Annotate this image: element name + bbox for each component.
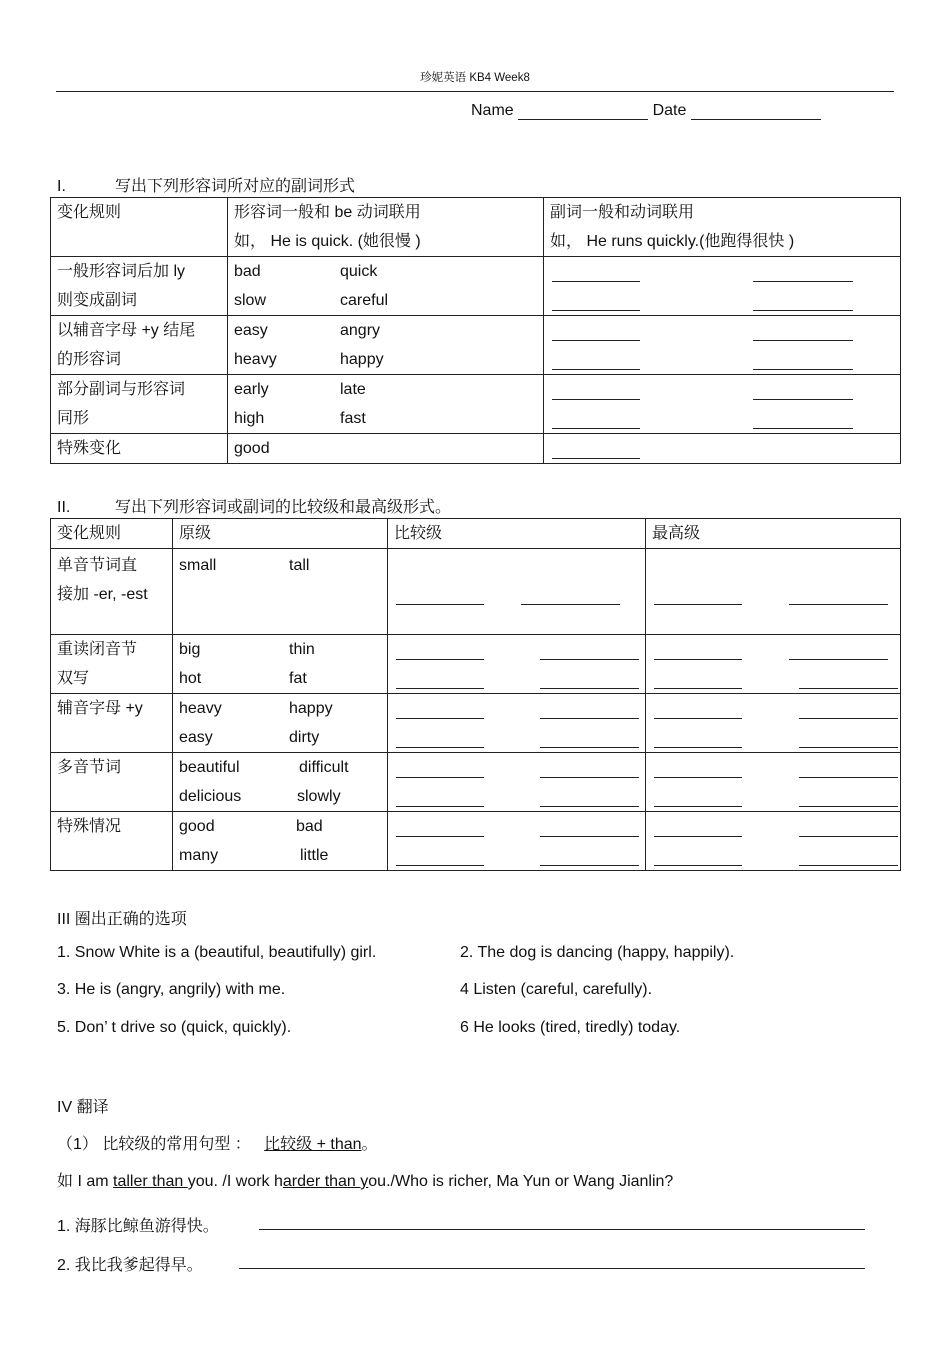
answer-blank[interactable]	[396, 845, 484, 866]
answer-blank[interactable]	[753, 261, 853, 282]
rule-cell	[51, 434, 228, 464]
word: quick	[340, 263, 378, 280]
word: bad	[234, 263, 261, 280]
words-cell	[228, 434, 544, 464]
word: easy	[179, 729, 213, 746]
table-header-row	[51, 198, 901, 257]
section4-title: IV 翻译	[57, 1099, 109, 1116]
rule-cell	[51, 635, 173, 694]
rule-line1: 多音节词	[57, 759, 122, 776]
word: late	[340, 381, 366, 398]
name-blank[interactable]	[518, 103, 648, 120]
rule-line2: 接加 -er, -est	[57, 586, 148, 603]
answer-cell	[544, 434, 901, 464]
example-sentence	[57, 1168, 673, 1191]
table-row	[51, 375, 901, 434]
header-adverb-line1: 副词一般和动词联用	[550, 204, 695, 221]
comparative-cell	[388, 694, 646, 753]
word: good	[234, 440, 270, 457]
answer-blank[interactable]	[396, 757, 484, 778]
header-comparative: 比较级	[388, 519, 646, 549]
rule-cell	[51, 694, 173, 753]
answer-blank[interactable]	[654, 845, 742, 866]
answer-blank[interactable]	[654, 698, 742, 719]
answer-blank[interactable]	[799, 845, 898, 866]
answer-blank[interactable]	[552, 408, 640, 429]
word: little	[300, 847, 329, 864]
header-rule-text: 变化规则	[57, 204, 122, 221]
words-cell	[173, 694, 388, 753]
words-cell	[173, 635, 388, 694]
question-item: 2. The dog is dancing (happy, happily).	[460, 944, 735, 961]
rule-cell	[51, 549, 173, 635]
answer-blank[interactable]	[799, 698, 898, 719]
rule-line2: 则变成副词	[57, 292, 138, 309]
table-header-row	[51, 519, 901, 549]
section1-title: 写出下列形容词所对应的副词形式	[115, 178, 356, 195]
question-item: 6 He looks (tired, tiredly) today.	[460, 1019, 681, 1036]
answer-blank[interactable]	[540, 816, 639, 837]
answer-blank[interactable]	[654, 816, 742, 837]
comparative-cell	[388, 753, 646, 812]
answer-line[interactable]	[259, 1229, 865, 1230]
table-row	[51, 812, 901, 871]
table-row	[51, 753, 901, 812]
section2-number: II.	[57, 499, 71, 516]
word: beautiful	[179, 759, 240, 776]
answer-blank[interactable]	[654, 584, 742, 605]
question-item: 3. He is (angry, angrily) with me.	[57, 981, 286, 998]
rule-cell	[51, 375, 228, 434]
word: thin	[289, 641, 315, 658]
translation-question: 2. 我比我爹起得早。	[57, 1257, 203, 1274]
answer-blank[interactable]	[799, 757, 898, 778]
rule-line2: 双写	[57, 670, 90, 687]
answer-blank[interactable]	[799, 727, 898, 748]
answer-blank[interactable]	[753, 408, 853, 429]
table-row	[51, 434, 901, 464]
rule-line1: 一般形容词后加 ly	[57, 263, 186, 280]
table-row	[51, 694, 901, 753]
word: big	[179, 641, 201, 658]
answer-blank[interactable]	[799, 668, 898, 689]
table-row	[51, 316, 901, 375]
header-adjective	[228, 198, 544, 257]
adverb-table	[50, 197, 901, 464]
answer-cell	[544, 257, 901, 316]
rule-cell	[51, 316, 228, 375]
header-divider	[56, 91, 894, 92]
section2-title: 写出下列形容词或副词的比较级和最高级形式。	[115, 499, 452, 516]
rule-line1: 特殊变化	[57, 440, 122, 457]
table-row	[51, 257, 901, 316]
rule-line1: 重读闭音节	[57, 641, 138, 658]
answer-blank[interactable]	[396, 584, 484, 605]
answer-cell	[544, 316, 901, 375]
word: difficult	[299, 759, 349, 776]
date-label: Date	[652, 102, 687, 119]
answer-blank[interactable]	[521, 584, 620, 605]
word: bad	[296, 818, 323, 835]
answer-blank[interactable]	[552, 438, 640, 459]
answer-blank[interactable]	[396, 668, 484, 689]
answer-blank[interactable]	[753, 349, 853, 370]
answer-blank[interactable]	[654, 639, 742, 660]
answer-blank[interactable]	[789, 639, 888, 660]
words-cell	[228, 316, 544, 375]
answer-blank[interactable]	[540, 668, 639, 689]
question-item: 5. Don’ t drive so (quick, quickly).	[57, 1019, 292, 1036]
rule-line1: 以辅音字母 +y 结尾	[57, 322, 196, 339]
header-adverb-line2: 如， He runs quickly.(他跑得很快 )	[550, 233, 795, 250]
answer-blank[interactable]	[753, 290, 853, 311]
rule-line2: 的形容词	[57, 351, 122, 368]
answer-blank[interactable]	[753, 320, 853, 341]
answer-blank[interactable]	[654, 727, 742, 748]
header-adjective-line1: 形容词一般和 be 动词联用	[234, 204, 421, 221]
rule-line1: 单音节词直	[57, 557, 138, 574]
pattern-line	[57, 1131, 378, 1154]
superlative-cell	[646, 753, 901, 812]
comparative-cell	[388, 812, 646, 871]
comparison-table	[50, 518, 901, 871]
pattern-formula: 比较级 + than	[264, 1136, 362, 1153]
answer-line[interactable]	[239, 1268, 865, 1269]
answer-blank[interactable]	[654, 668, 742, 689]
word: tall	[289, 557, 310, 574]
comparative-cell	[388, 549, 646, 635]
superlative-cell	[646, 549, 901, 635]
words-cell	[173, 753, 388, 812]
word: easy	[234, 322, 268, 339]
answer-blank[interactable]	[540, 757, 639, 778]
word: heavy	[234, 351, 277, 368]
rule-line1: 特殊情况	[57, 818, 122, 835]
answer-blank[interactable]	[753, 379, 853, 400]
word: heavy	[179, 700, 222, 717]
section2-heading	[57, 494, 451, 517]
word: happy	[340, 351, 384, 368]
answer-blank[interactable]	[540, 639, 639, 660]
answer-blank[interactable]	[552, 320, 640, 341]
name-date-line	[471, 102, 821, 120]
question-item: 4 Listen (careful, carefully).	[460, 981, 653, 998]
answer-blank[interactable]	[396, 816, 484, 837]
superlative-cell	[646, 694, 901, 753]
answer-blank[interactable]	[540, 845, 639, 866]
example-text: you. /I work h	[187, 1173, 283, 1190]
header-superlative: 最高级	[646, 519, 901, 549]
example-text: ou./Who is richer, Ma Yun or Wang Jianlin?	[368, 1173, 674, 1190]
header-rule	[51, 198, 228, 257]
word: careful	[340, 292, 389, 309]
answer-blank[interactable]	[552, 261, 640, 282]
word: angry	[340, 322, 381, 339]
rule-cell	[51, 753, 173, 812]
superlative-cell	[646, 635, 901, 694]
header-adjective-line2: 如， He is quick. (她很慢 )	[234, 233, 421, 250]
word: early	[234, 381, 269, 398]
answer-blank[interactable]	[540, 786, 639, 807]
comparative-cell	[388, 635, 646, 694]
answer-blank[interactable]	[396, 786, 484, 807]
answer-blank[interactable]	[799, 786, 898, 807]
example-underline: arder than y	[282, 1173, 369, 1190]
answer-blank[interactable]	[540, 698, 639, 719]
word: happy	[289, 700, 333, 717]
word: good	[179, 818, 215, 835]
answer-blank[interactable]	[552, 290, 640, 311]
question-item: 1. Snow White is a (beautiful, beautifully) girl.	[57, 944, 377, 961]
worksheet-title: 珍妮英语 KB4 Week8	[420, 72, 530, 84]
word: dirty	[289, 729, 320, 746]
section1-number: I.	[57, 178, 66, 195]
answer-blank[interactable]	[654, 786, 742, 807]
answer-blank[interactable]	[789, 584, 888, 605]
words-cell	[228, 375, 544, 434]
pattern-suffix: 。	[361, 1136, 378, 1153]
header-base-form: 原级	[173, 519, 388, 549]
example-text: 如 I am	[57, 1173, 114, 1190]
date-blank[interactable]	[691, 103, 821, 120]
pattern-prefix: （1） 比较级的常用句型 ：	[57, 1136, 251, 1153]
answer-blank[interactable]	[552, 379, 640, 400]
translation-question: 1. 海豚比鲸鱼游得快。	[57, 1218, 219, 1235]
words-cell	[173, 549, 388, 635]
example-underline: taller than	[113, 1173, 188, 1190]
table-row	[51, 549, 901, 635]
answer-blank[interactable]	[540, 727, 639, 748]
section1-heading	[57, 173, 355, 196]
word: high	[234, 410, 265, 427]
table-row	[51, 635, 901, 694]
answer-blank[interactable]	[654, 757, 742, 778]
section3-title: III 圈出正确的选项	[57, 911, 187, 928]
word: slowly	[297, 788, 341, 805]
word: many	[179, 847, 219, 864]
word: fast	[340, 410, 366, 427]
words-cell	[228, 257, 544, 316]
answer-blank[interactable]	[799, 816, 898, 837]
superlative-cell	[646, 812, 901, 871]
answer-blank[interactable]	[396, 698, 484, 719]
rule-cell	[51, 812, 173, 871]
word: small	[179, 557, 217, 574]
answer-blank[interactable]	[396, 727, 484, 748]
rule-line2: 同形	[57, 410, 90, 427]
answer-blank[interactable]	[396, 639, 484, 660]
answer-cell	[544, 375, 901, 434]
word: hot	[179, 670, 202, 687]
word: fat	[289, 670, 307, 687]
name-label: Name	[471, 102, 514, 119]
rule-cell	[51, 257, 228, 316]
answer-blank[interactable]	[552, 349, 640, 370]
word: delicious	[179, 788, 242, 805]
header-adverb	[544, 198, 901, 257]
words-cell	[173, 812, 388, 871]
header-rule: 变化规则	[51, 519, 173, 549]
rule-line1: 部分副词与形容词	[57, 381, 186, 398]
rule-line1: 辅音字母 +y	[57, 700, 143, 717]
word: slow	[234, 292, 267, 309]
